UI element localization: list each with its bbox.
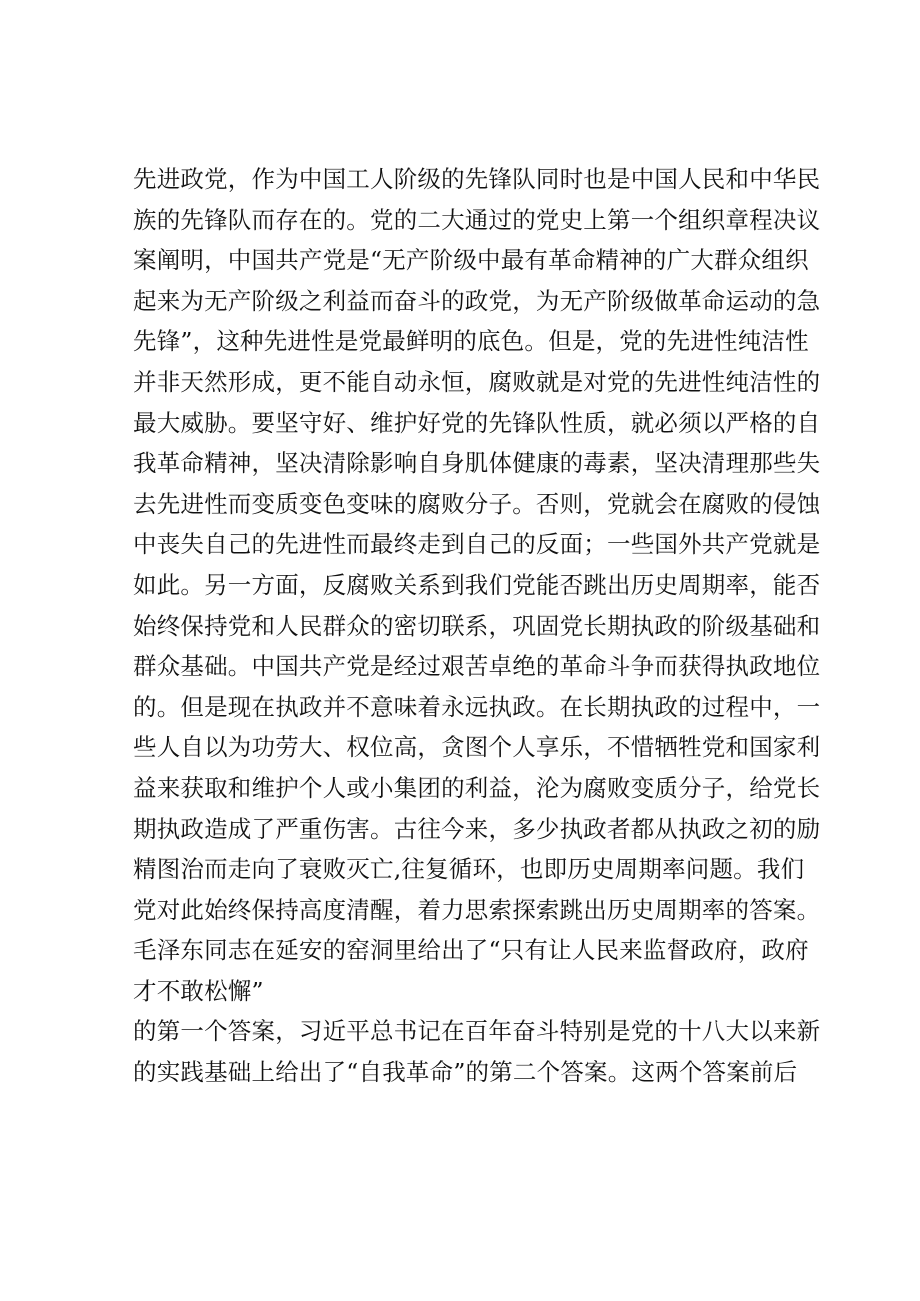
text-line: 的。但是现在执政并不意味着永远执政。在长期执政的过程中，一 <box>133 692 821 721</box>
text-line: 始终保持党和人民群众的密切联系，巩固党长期执政的阶级基础和 <box>133 611 821 640</box>
text-line: 毛泽东同志在延安的窑洞里给出了“只有让人民来监督政府，政府 <box>133 936 809 965</box>
text-line: 群众基础。中国共产党是经过艰苦卓绝的革命斗争而获得执政地位 <box>133 652 821 681</box>
text-line: 去先进性而变质变色变味的腐败分子。否则，党就会在腐败的侵蚀 <box>133 489 821 518</box>
text-line: 中丧失自己的先进性而最终走到自己的反面；一些国外共产党就是 <box>133 530 821 559</box>
text-line: 党对此始终保持高度清醒，着力思索探索跳出历史周期率的答案。 <box>133 895 821 924</box>
text-line: 的实践基础上给出了“自我革命”的第二个答案。这两个答案前后 <box>133 1058 798 1087</box>
text-line: 益来获取和维护个人或小集团的利益，沦为腐败变质分子，给党长 <box>133 773 821 802</box>
text-line: 精图治而走向了衰败灭亡,往复循环，也即历史周期率问题。我们 <box>133 855 805 884</box>
text-line: 如此。另一方面，反腐败关系到我们党能否跳出历史周期率，能否 <box>133 570 821 599</box>
text-line: 案阐明，中国共产党是“无产阶级中最有革命精神的广大群众组织 <box>133 246 809 275</box>
text-line: 才不敢松懈” <box>133 976 264 1005</box>
text-line: 先进政党，作为中国工人阶级的先锋队同时也是中国人民和中华民 <box>133 165 821 193</box>
body-text <box>133 159 821 1093</box>
text-line: 族的先锋队而存在的。党的二大通过的党史上第一个组织章程决议 <box>133 205 821 234</box>
text-line: 的第一个答案，习近平总书记在百年奋斗特别是党的十八大以来新 <box>133 1017 821 1046</box>
text-line: 期执政造成了严重伤害。古往今来，多少执政者都从执政之初的励 <box>133 814 821 843</box>
text-line: 起来为无产阶级之利益而奋斗的政党，为无产阶级做革命运动的急 <box>133 286 821 315</box>
text-line: 我革命精神，坚决清除影响自身肌体健康的毒素，坚决清理那些失 <box>133 449 821 478</box>
text-line: 并非天然形成，更不能自动永恒，腐败就是对党的先进性纯洁性的 <box>133 367 821 396</box>
text-line: 些人自以为功劳大、权位高，贪图个人享乐，不惜牺牲党和国家利 <box>133 733 821 762</box>
text-line: 最大威胁。要坚守好、维护好党的先锋队性质，就必须以严格的自 <box>133 408 821 437</box>
text-line: 先锋”，这种先进性是党最鲜明的底色。但是，党的先进性纯洁性 <box>133 327 809 356</box>
